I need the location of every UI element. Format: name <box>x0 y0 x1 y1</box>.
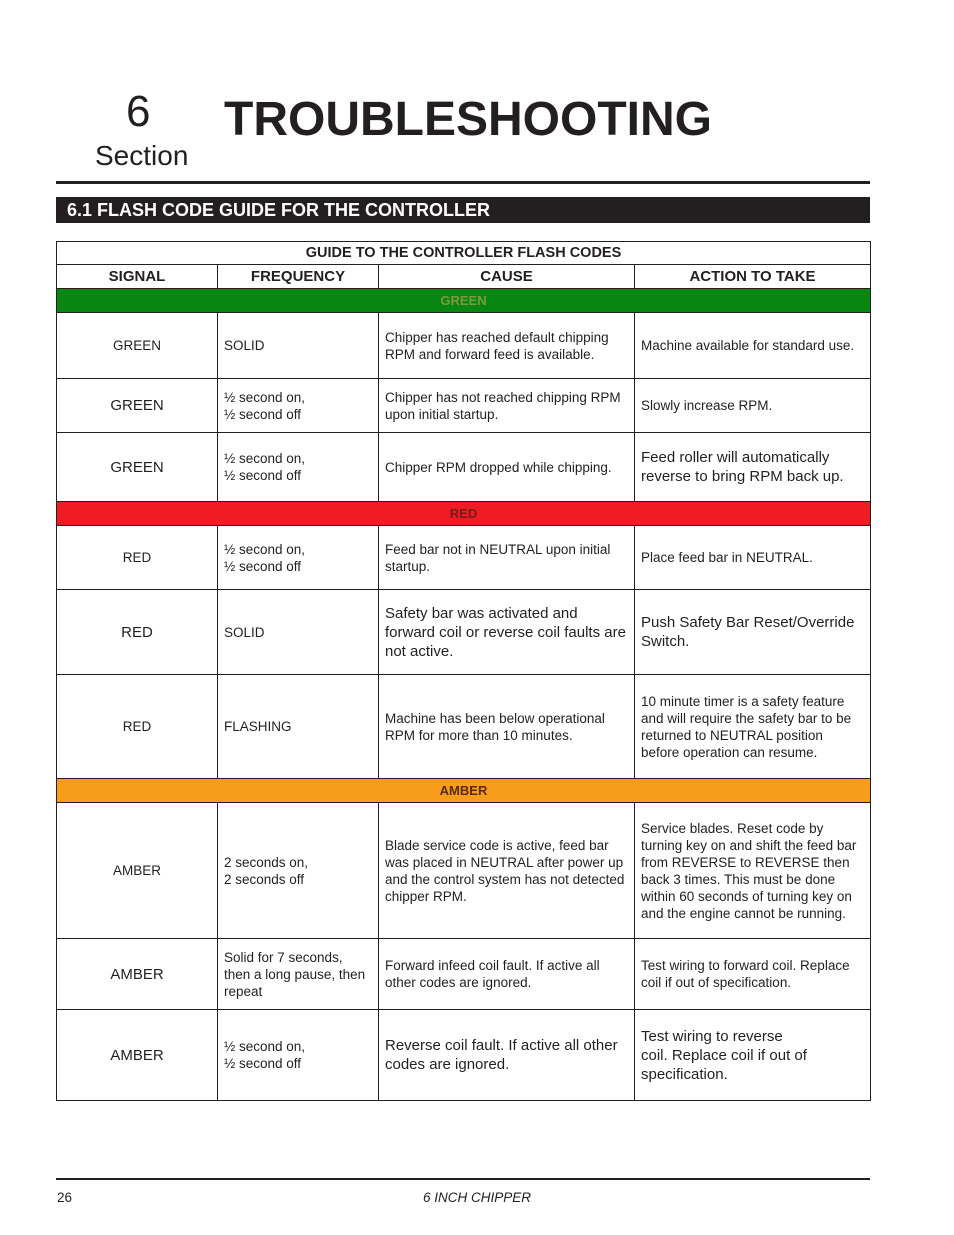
table-row <box>57 675 871 779</box>
signal-cell: GREEN <box>57 433 218 502</box>
action-cell: Test wiring to forward coil. Replace coil if out of specification. <box>635 939 871 1010</box>
frequency-cell: ½ second on, ½ second off <box>218 433 379 502</box>
signal-cell: GREEN <box>57 313 218 379</box>
footer-rule <box>56 1178 870 1180</box>
frequency-cell: ½ second on, ½ second off <box>218 1010 379 1101</box>
table-row <box>57 590 871 675</box>
table-title: GUIDE TO THE CONTROLLER FLASH CODES <box>57 242 871 265</box>
section-label: Section <box>95 140 189 171</box>
cause-cell: Machine has been below operational RPM for more than 10 minutes. <box>379 675 635 779</box>
cause-cell: Chipper has reached default chipping RPM and forward feed is available. <box>379 313 635 379</box>
table-row <box>57 803 871 939</box>
action-cell: 10 minute timer is a safety feature and will require the safety bar to be returned to NEUTRAL position before operation can resume. <box>635 675 871 779</box>
frequency-cell: 2 seconds on, 2 seconds off <box>218 803 379 939</box>
action-cell: Slowly increase RPM. <box>635 379 871 433</box>
action-cell: Feed roller will automatically reverse to bring RPM back up. <box>635 433 871 502</box>
header-rule <box>56 181 870 184</box>
action-cell: Test wiring to reverse coil. Replace coil if out of specification. <box>635 1010 871 1101</box>
cause-cell: Forward infeed coil fault. If active all other codes are ignored. <box>379 939 635 1010</box>
subsection-heading: 6.1 FLASH CODE GUIDE FOR THE CONTROLLER <box>56 197 870 223</box>
frequency-cell: SOLID <box>218 313 379 379</box>
table-row <box>57 939 871 1010</box>
signal-cell: GREEN <box>57 379 218 433</box>
column-header-action: ACTION TO TAKE <box>635 265 871 289</box>
flash-code-table <box>56 241 871 1101</box>
group-band-amber: AMBER <box>57 779 871 803</box>
page-title: TROUBLESHOOTING <box>224 93 712 146</box>
signal-cell: RED <box>57 590 218 675</box>
table-row <box>57 526 871 590</box>
signal-cell: AMBER <box>57 1010 218 1101</box>
table-row <box>57 379 871 433</box>
cause-cell: Blade service code is active, feed bar was placed in NEUTRAL after power up and the control system has not detected chipper RPM. <box>379 803 635 939</box>
frequency-cell: FLASHING <box>218 675 379 779</box>
frequency-cell: ½ second on, ½ second off <box>218 526 379 590</box>
action-cell: Place feed bar in NEUTRAL. <box>635 526 871 590</box>
footer-document-title: 6 INCH CHIPPER <box>422 1190 532 1205</box>
cause-cell: Safety bar was activated and forward coil or reverse coil faults are not active. <box>379 590 635 675</box>
action-cell: Machine available for standard use. <box>635 313 871 379</box>
action-cell: Push Safety Bar Reset/Override Switch. <box>635 590 871 675</box>
signal-cell: RED <box>57 526 218 590</box>
action-cell: Service blades. Reset code by turning key on and shift the feed bar from REVERSE to REVERSE then back 3 times. This must be done within 60 seconds of turning key on and the engine cannot be running. <box>635 803 871 939</box>
table-row <box>57 433 871 502</box>
signal-cell: RED <box>57 675 218 779</box>
frequency-cell: SOLID <box>218 590 379 675</box>
table-row <box>57 1010 871 1101</box>
frequency-cell: Solid for 7 seconds, then a long pause, then repeat <box>218 939 379 1010</box>
signal-cell: AMBER <box>57 803 218 939</box>
cause-cell: Chipper RPM dropped while chipping. <box>379 433 635 502</box>
table-row <box>57 313 871 379</box>
column-header-signal: SIGNAL <box>57 265 218 289</box>
column-header-cause: CAUSE <box>379 265 635 289</box>
cause-cell: Chipper has not reached chipping RPM upon initial startup. <box>379 379 635 433</box>
frequency-cell: ½ second on, ½ second off <box>218 379 379 433</box>
group-band-red: RED <box>57 502 871 526</box>
group-band-green: GREEN <box>57 289 871 313</box>
signal-cell: AMBER <box>57 939 218 1010</box>
cause-cell: Reverse coil fault. If active all other codes are ignored. <box>379 1010 635 1101</box>
page-number: 26 <box>57 1190 73 1205</box>
column-header-frequency: FREQUENCY <box>218 265 379 289</box>
section-number: 6 <box>126 87 151 136</box>
cause-cell: Feed bar not in NEUTRAL upon initial startup. <box>379 526 635 590</box>
